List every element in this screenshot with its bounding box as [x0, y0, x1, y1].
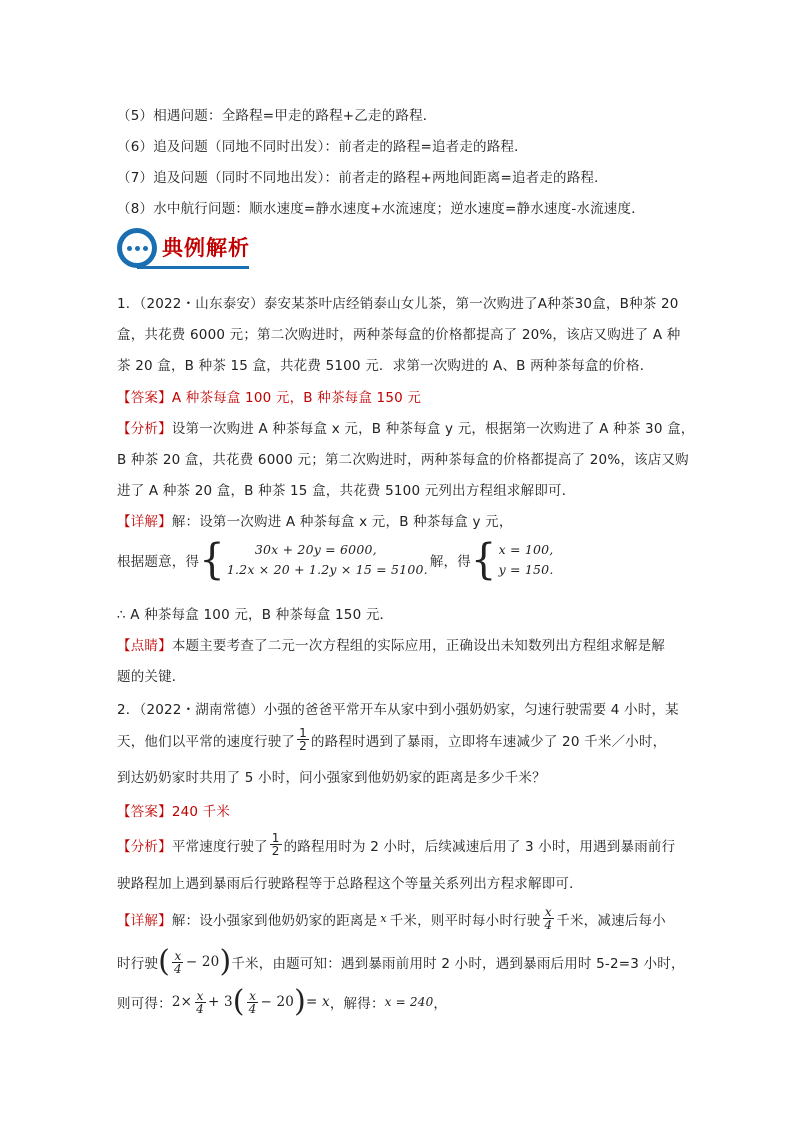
solution-1: x = 100,	[498, 542, 554, 557]
equation-1: 30x + 20y = 6000,	[254, 542, 377, 557]
detail-part7: ，解得：	[329, 996, 385, 1012]
answer-text: 240 千米	[171, 804, 231, 820]
fraction-numerator: 1	[271, 831, 280, 845]
detail-text: 解：设第一次购进 A 种茶每盒 x 元，B 种茶每盒 y 元，	[171, 514, 513, 530]
rule-6: （6）追及问题（同地不同时出发）：前者走的路程=追者走的路程．	[117, 139, 528, 155]
q2-line2-part2: 的路程时遇到了暴雨，立即将车速减少了 20 千米／小时，	[310, 733, 667, 750]
fraction-x-over-4	[542, 906, 554, 931]
rule-8: （8）水中航行问题：顺水速度=静水速度+水流速度；逆水速度=静水速度-水流速度．	[117, 201, 645, 217]
fraction-x-over-4	[194, 990, 206, 1015]
analysis-tag: 【分析】	[117, 421, 172, 437]
q2-detail-line2	[117, 944, 685, 979]
fraction-denominator: 2	[271, 844, 280, 858]
ellipsis-icon	[117, 228, 157, 268]
fraction-one-half	[297, 727, 309, 752]
rule-5: （5）相遇问题：全路程=甲走的路程+乙走的路程．	[117, 108, 437, 124]
minus-20: − 20	[260, 994, 295, 1010]
q1-analysis-line2: B 种茶 20 盒，共花费 6000 元；第二次购进时，两种茶每盒的价格都提高了 20%，该店又购	[117, 452, 689, 468]
fraction-one-half	[270, 832, 282, 857]
solution-pair	[499, 540, 554, 580]
q1-comment-line1	[117, 634, 665, 654]
q1-analysis-line3: 进了 A 种茶 20 盒，B 种茶 15 盒，共花费 5100 元列出方程组求解即可．	[117, 483, 576, 499]
rule-7: （7）追及问题（同时不同地出发）：前者走的路程+两地间距离=追者走的路程．	[117, 170, 608, 186]
fraction-x-over-4	[247, 990, 259, 1015]
solution-2: y = 150.	[498, 562, 554, 577]
detail-tag: 【详解】	[117, 514, 172, 530]
fraction-denominator: 4	[174, 961, 182, 976]
answer-tag: 【答案】	[117, 390, 172, 406]
answer-tag: 【答案】	[117, 804, 172, 820]
q1-analysis-line1	[117, 417, 695, 437]
detail-prefix: 根据题意，得	[117, 554, 200, 570]
right-paren: )	[294, 984, 307, 1019]
fraction-x-over-4	[172, 950, 184, 975]
left-brace-solution: {	[470, 535, 497, 585]
q1-conclusion: ∴ A 种茶每盒 100 元，B 种茶每盒 150 元．	[117, 607, 394, 623]
fraction-denominator: 4	[544, 918, 553, 932]
fraction-denominator: 2	[299, 739, 307, 753]
q1-line2: 盒，共花费 6000 元；第二次购进时，两种茶每盒的价格都提高了 20%，该店又购进了 A 种	[117, 327, 681, 343]
equation-term-1: 2×	[171, 994, 193, 1010]
detail-mid: 解，得	[429, 554, 471, 570]
fraction-numerator: x	[174, 948, 182, 963]
left-brace: {	[199, 535, 225, 585]
detail-part6: 则可得：	[117, 996, 172, 1012]
fraction-numerator: 1	[299, 726, 307, 740]
detail-part3: 千米，减速后每小	[556, 912, 666, 929]
q2-line2	[117, 727, 666, 752]
left-paren: (	[232, 984, 245, 1019]
detail-part5: 千米，由题可知：遇到暴雨前用时 2 小时，遇到暴雨后用时 5-2=3 小时，	[231, 956, 685, 972]
detail-part4: 时行驶	[117, 956, 159, 972]
analysis-part2: 的路程用时为 2 小时，后续减速后用了 3 小时，用遇到暴雨前行	[283, 838, 676, 855]
equation-2: 1.2x × 20 + 1.2y × 15 = 5100.	[226, 562, 428, 577]
fraction-numerator: x	[249, 988, 257, 1003]
analysis-tag: 【分析】	[117, 838, 172, 855]
q2-answer	[117, 800, 230, 820]
q2-line2-part1: 天，他们以平常的速度行驶了	[117, 733, 296, 750]
section-title: 典例解析	[162, 235, 250, 260]
detail-part8: ，	[433, 996, 448, 1012]
q2-analysis-line2: 驶路程加上遇到暴雨后行驶路程等于总路程这个等量关系列出方程求解即可．	[117, 876, 583, 892]
comment-text: 本题主要考查了二元一次方程组的实际应用，正确设出未知数列出方程组求解是解	[171, 638, 666, 654]
variable-x: x	[380, 912, 387, 925]
detail-part2: 千米，则平时每小时行驶	[389, 912, 541, 929]
q2-detail-line3	[117, 984, 448, 1019]
right-paren: )	[219, 944, 232, 979]
left-paren: (	[158, 944, 171, 979]
q2-line1: 2．（2022・湖南常德）小强的爸爸平常开车从家中到小强奶奶家，匀速行驶需要 4 小时，某	[117, 702, 679, 718]
comment-tag: 【点睛】	[117, 638, 172, 654]
q2-line3: 到达奶奶家时共用了 5 小时，问小强家到他奶奶家的距离是多少千米？	[117, 770, 546, 786]
equation-rhs: = x	[306, 994, 330, 1010]
q1-comment-line2: 题的关键．	[117, 669, 186, 685]
q2-analysis-line1	[117, 832, 675, 857]
detail-part1: 解：设小强家到他奶奶家的距离是	[171, 912, 378, 929]
equation-term-2: + 3	[207, 994, 233, 1010]
fraction-numerator: x	[196, 988, 204, 1003]
q1-detail-line1	[117, 510, 513, 530]
analysis-text: 设第一次购进 A 种茶每盒 x 元，B 种茶每盒 y 元，根据第一次购进了 A 种茶 30 盒，	[171, 421, 695, 437]
detail-tag: 【详解】	[117, 912, 172, 929]
analysis-part1: 平常速度行驶了	[171, 838, 268, 855]
fraction-denominator: 4	[248, 1001, 257, 1016]
answer-text: A 种茶每盒 100 元，B 种茶每盒 150 元	[171, 390, 422, 406]
fraction-numerator: x	[544, 905, 552, 919]
q1-answer	[117, 386, 421, 406]
equation-pair	[227, 540, 428, 580]
minus-20: − 20	[185, 954, 220, 970]
q1-line3: 茶 20 盒，B 种茶 15 盒，共花费 5100 元．求第一次购进的 A、B 两种茶每盒的价格．	[117, 358, 654, 374]
section-underline	[137, 266, 249, 269]
fraction-denominator: 4	[196, 1001, 204, 1016]
q2-detail-line1	[117, 906, 666, 931]
q1-equation-system	[117, 535, 554, 585]
q1-line1: 1．（2022・山东泰安）泰安某茶叶店经销泰山女儿茶，第一次购进了A种茶30盒，B种茶 20	[117, 296, 679, 312]
result-value: x = 240	[384, 995, 434, 1009]
